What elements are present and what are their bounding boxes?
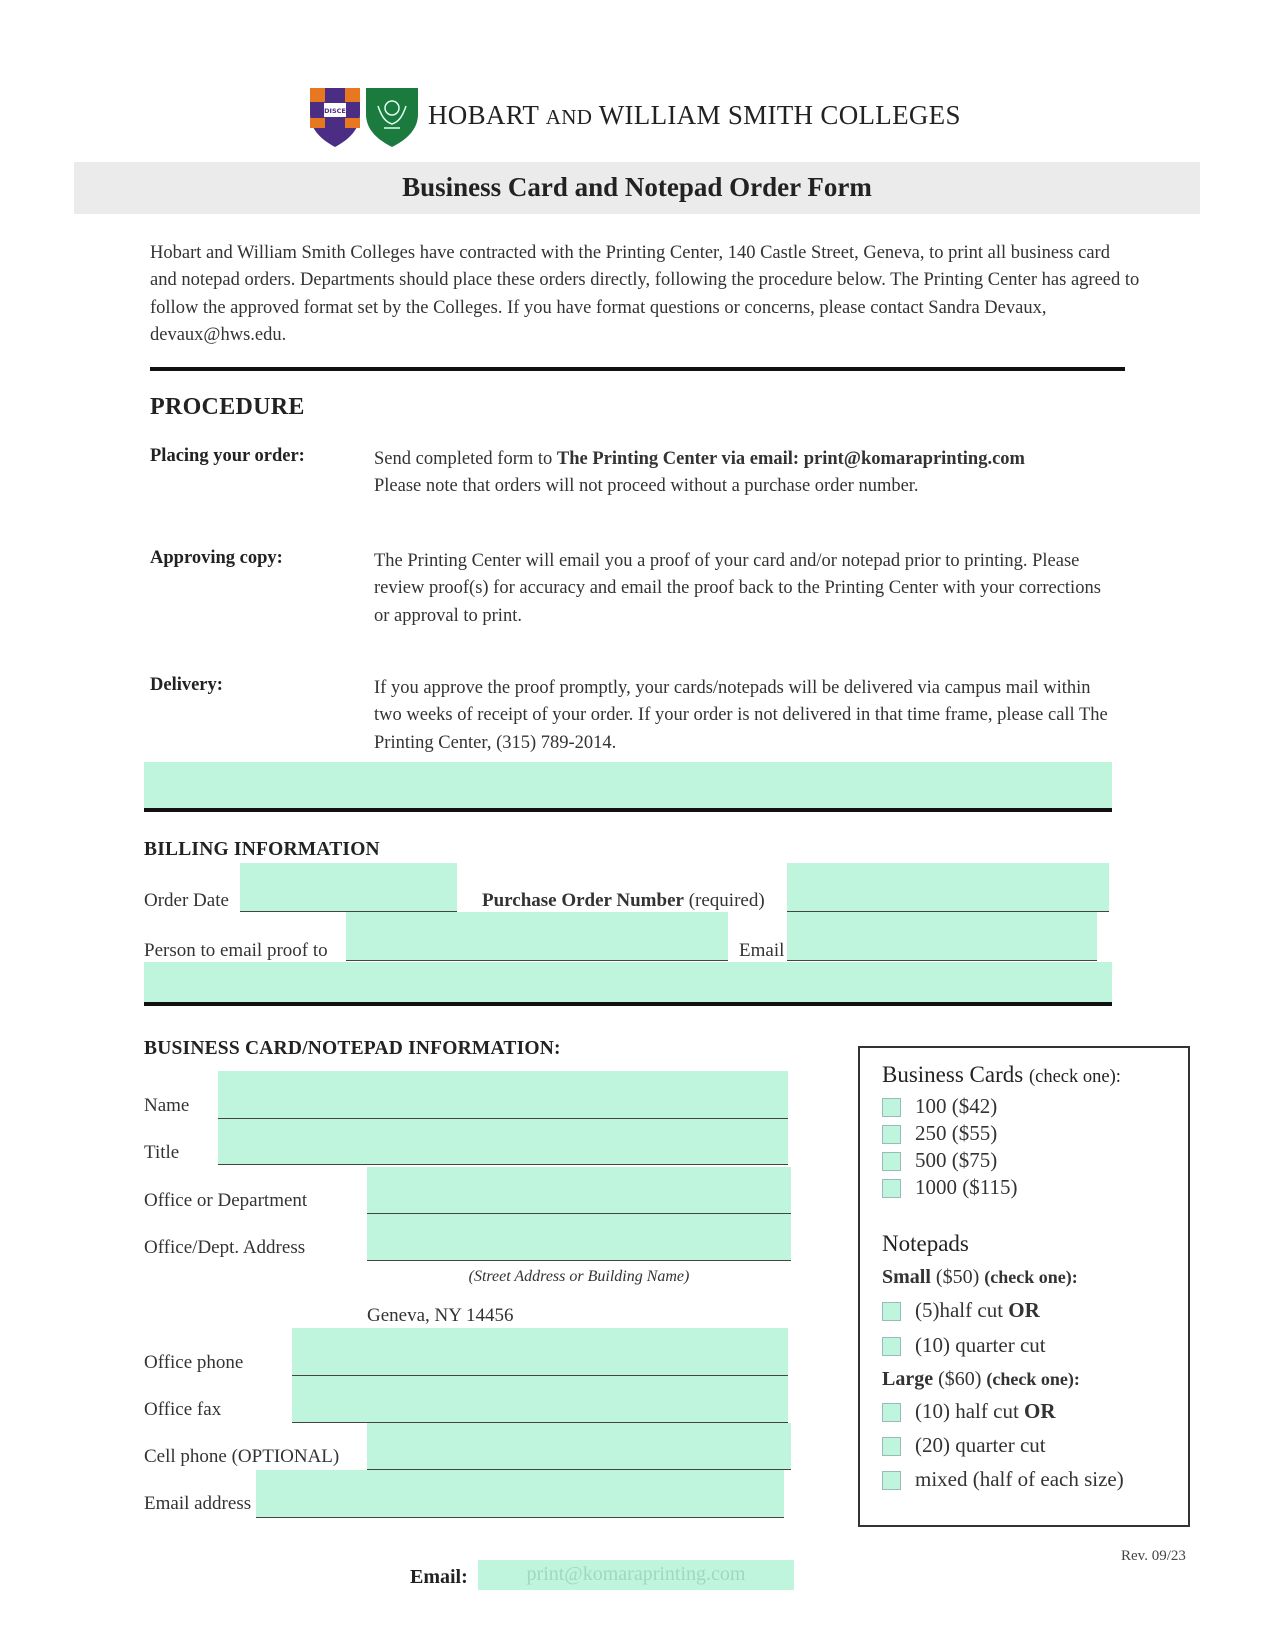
order-date-label: Order Date: [144, 890, 229, 911]
cards-250-label: 250 ($55): [915, 1121, 998, 1145]
address-label: Office/Dept. Address: [144, 1237, 306, 1258]
divider: [144, 808, 1112, 812]
college-logo: [310, 88, 422, 148]
office-label: Office or Department: [144, 1190, 308, 1211]
cards-100-label: 100 ($42): [915, 1094, 998, 1118]
blank-field-band[interactable]: [144, 762, 1112, 809]
large-half-cut-label: (10) half cut OR: [915, 1399, 1056, 1423]
large-quarter-cut-checkbox[interactable]: [882, 1437, 901, 1456]
cell-phone-label: Cell phone (OPTIONAL): [144, 1446, 340, 1467]
large-mixed-checkbox[interactable]: [882, 1471, 901, 1490]
placing-order-label: Placing your order:: [150, 446, 305, 466]
small-half-cut-label: (5)half cut OR: [915, 1298, 1040, 1322]
name-label: Name: [144, 1095, 190, 1116]
office-phone-label: Office phone: [144, 1352, 244, 1373]
large-mixed-label: mixed (half of each size): [915, 1467, 1124, 1491]
card-info-heading: BUSINESS CARD/NOTEPAD INFORMATION:: [144, 1038, 561, 1059]
blank-field-band[interactable]: [144, 962, 1112, 1002]
cards-100-checkbox[interactable]: [882, 1098, 901, 1117]
notepads-heading: Notepads: [882, 1231, 969, 1256]
name-field[interactable]: [218, 1071, 788, 1119]
divider: [150, 367, 1125, 371]
small-half-cut-checkbox[interactable]: [882, 1302, 901, 1321]
approving-copy-label: Approving copy:: [150, 548, 283, 568]
title-field[interactable]: [218, 1119, 788, 1165]
billing-email-field[interactable]: [787, 912, 1097, 961]
email-address-field[interactable]: [256, 1470, 784, 1518]
small-quarter-cut-checkbox[interactable]: [882, 1337, 901, 1356]
revision-label: Rev. 09/23: [1121, 1548, 1186, 1564]
business-cards-heading: Business Cards (check one):: [882, 1062, 1121, 1087]
large-quarter-cut-label: (20) quarter cut: [915, 1433, 1046, 1457]
office-field[interactable]: [367, 1167, 791, 1214]
footer-email-label: Email:: [410, 1566, 468, 1588]
order-date-field[interactable]: [240, 863, 457, 912]
city-line: Geneva, NY 14456: [367, 1305, 514, 1326]
footer-email-value: print@komaraprinting.com: [526, 1563, 746, 1585]
billing-heading: BILLING INFORMATION: [144, 839, 380, 860]
person-proof-label: Person to email proof to: [144, 940, 328, 961]
office-fax-label: Office fax: [144, 1399, 222, 1420]
large-half-cut-checkbox[interactable]: [882, 1403, 901, 1422]
cards-250-checkbox[interactable]: [882, 1125, 901, 1144]
college-name: HOBART AND WILLIAM SMITH COLLEGES: [428, 100, 961, 130]
cards-1000-label: 1000 ($115): [915, 1175, 1018, 1199]
title-label: Title: [144, 1142, 180, 1163]
page-title: Business Card and Notepad Order Form: [402, 172, 872, 202]
cards-1000-checkbox[interactable]: [882, 1179, 901, 1198]
delivery-label: Delivery:: [150, 675, 223, 695]
email-address-label: Email address: [144, 1493, 252, 1514]
po-number-label: Purchase Order Number (required): [482, 890, 765, 911]
placing-order-text: Send completed form to The Printing Center via email: print@komaraprinting.com Please note that orders will not proceed without a purchase order number.: [374, 449, 1025, 497]
person-proof-field[interactable]: [346, 912, 728, 961]
address-hint: (Street Address or Building Name): [468, 1268, 690, 1285]
printing-center-email: The Printing Center via email: print@komaraprinting.com: [556, 449, 1025, 469]
delivery-text: If you approve the proof promptly, your cards/notepads will be delivered via campus mail within two weeks of receipt of your order. If your order is not delivered in that time frame, please call The Printing Center, (315) 789-2014.: [374, 678, 1108, 753]
address-field[interactable]: [367, 1214, 791, 1261]
cards-500-label: 500 ($75): [915, 1148, 998, 1172]
cards-500-checkbox[interactable]: [882, 1152, 901, 1171]
procedure-heading: PROCEDURE: [150, 394, 305, 420]
intro-paragraph: Hobart and William Smith Colleges have contracted with the Printing Center, 140 Castle Street, Geneva, to print all business card and notepad orders. Departments should place these orders directly, following the procedure below. The Printing Center has agreed to follow the approved format set by the Colleges. If you have format questions or concerns, please contact Sandra Devaux, devaux@hws.edu.: [150, 243, 1140, 345]
office-phone-field[interactable]: [292, 1328, 788, 1376]
cell-phone-field[interactable]: [367, 1423, 791, 1470]
small-quarter-cut-label: (10) quarter cut: [915, 1333, 1046, 1357]
shield-disce-label: DISCE: [324, 107, 346, 115]
po-number-field[interactable]: [787, 863, 1109, 912]
shield-logos-icon: [310, 88, 422, 148]
large-notepad-heading: Large ($60) (check one):: [882, 1368, 1080, 1390]
divider: [144, 1002, 1112, 1006]
approving-copy-text: The Printing Center will email you a proof of your card and/or notepad prior to printing. Please review proof(s) for accuracy and email the proof back to the Printing Center with your corrections or approval to print.: [374, 551, 1101, 626]
small-notepad-heading: Small ($50) (check one):: [882, 1266, 1078, 1288]
office-fax-field[interactable]: [292, 1376, 788, 1423]
billing-email-label: Email: [739, 940, 785, 961]
